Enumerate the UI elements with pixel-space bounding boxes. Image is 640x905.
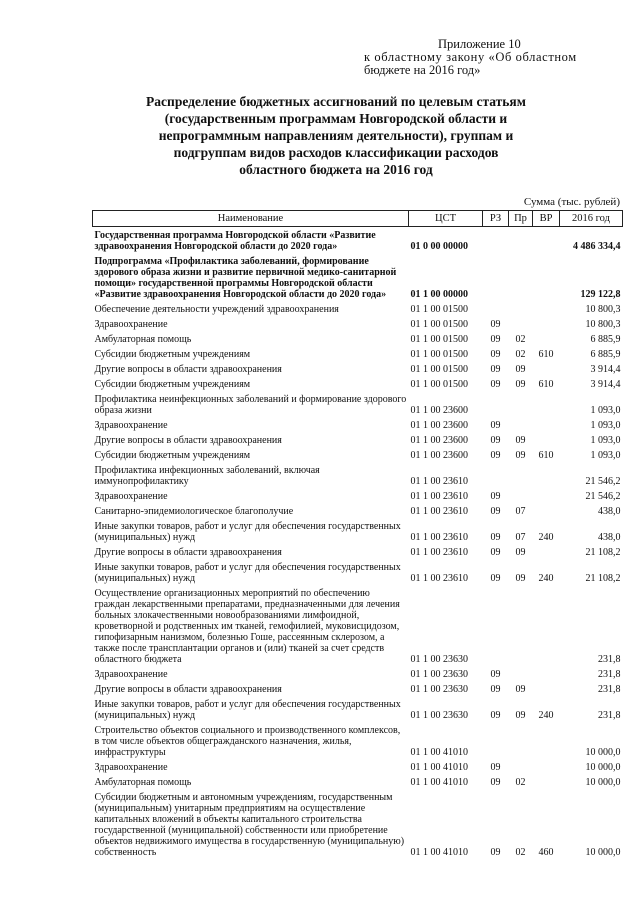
- title-line: Распределение бюджетных ассигнований по целевым статьям: [146, 94, 526, 109]
- row-cst: 01 1 00 23630: [410, 684, 468, 695]
- table-row: [93, 301, 623, 316]
- table-row: [93, 503, 623, 518]
- table-row: [93, 253, 623, 301]
- row-cst: 01 1 00 00000: [410, 289, 468, 300]
- row-pr: 09: [515, 547, 526, 558]
- row-vr: [533, 722, 560, 759]
- row-name: Здравоохранение: [94, 762, 168, 773]
- appendix-law-year: бюджете на 2016 год»: [364, 63, 481, 77]
- row-rz: 09: [490, 364, 501, 375]
- row-rz: 09: [490, 319, 501, 330]
- row-rz: 09: [490, 491, 501, 502]
- row-vr: 240: [538, 532, 554, 543]
- table-row: [93, 585, 623, 666]
- row-pr: [509, 417, 533, 432]
- row-rz: [483, 391, 509, 417]
- table-row: [93, 417, 623, 432]
- row-vr: 610: [538, 450, 554, 461]
- row-pr: [509, 316, 533, 331]
- row-cst: 01 1 00 41010: [410, 777, 468, 788]
- row-amount: 10 800,3: [585, 319, 621, 330]
- row-name: Санитарно-эпидемиологическое благополучие: [94, 506, 294, 517]
- table-row: [93, 462, 623, 488]
- row-rz: 09: [490, 532, 501, 543]
- row-amount: 10 000,0: [585, 747, 621, 758]
- sum-unit-note: Сумма (тыс. рублей): [523, 196, 620, 208]
- row-pr: [509, 666, 533, 681]
- table-row: [93, 559, 623, 585]
- table-row: [93, 759, 623, 774]
- row-vr: [533, 361, 560, 376]
- header-name: Наименование: [93, 211, 409, 227]
- row-vr: [533, 759, 560, 774]
- table-row: [93, 681, 623, 696]
- table-row: [93, 376, 623, 391]
- row-pr: 09: [515, 379, 526, 390]
- row-cst: 01 1 00 23630: [410, 669, 468, 680]
- row-pr: 07: [515, 506, 526, 517]
- row-name: Профилактика неинфекционных заболеваний и формирование здорового образа жизни: [94, 394, 407, 416]
- row-amount: 3 914,4: [590, 379, 621, 390]
- row-cst: 01 1 00 23600: [410, 405, 468, 416]
- row-pr: [509, 585, 533, 666]
- row-amount: 21 108,2: [585, 547, 621, 558]
- row-name: Другие вопросы в области здравоохранения: [94, 435, 282, 446]
- row-cst: 01 1 00 01500: [410, 379, 468, 390]
- table-row: [93, 518, 623, 544]
- row-rz: 09: [490, 684, 501, 695]
- row-pr: 02: [515, 777, 526, 788]
- row-amount: 438,0: [598, 532, 621, 543]
- table-row: [93, 789, 623, 859]
- row-amount: 10 000,0: [585, 762, 621, 773]
- table-body: [93, 227, 623, 860]
- budget-table: [92, 210, 623, 859]
- row-pr: [509, 227, 533, 254]
- row-rz: 09: [490, 334, 501, 345]
- row-rz: [483, 722, 509, 759]
- row-cst: 01 1 00 01500: [410, 319, 468, 330]
- row-amount: 231,8: [598, 710, 621, 721]
- table-header-row: [93, 211, 623, 227]
- row-amount: 6 885,9: [590, 334, 621, 345]
- row-rz: 09: [490, 710, 501, 721]
- row-name: Субсидии бюджетным учреждениям: [94, 349, 251, 360]
- row-name: Иные закупки товаров, работ и услуг для обеспечения государственных (муниципальных) нужд: [94, 699, 401, 721]
- row-vr: 240: [538, 710, 554, 721]
- row-pr: 09: [515, 710, 526, 721]
- row-rz: 09: [490, 379, 501, 390]
- row-vr: 610: [538, 349, 554, 360]
- appendix-number: Приложение 10: [438, 37, 521, 51]
- row-rz: 09: [490, 450, 501, 461]
- header-pr: Пр: [509, 211, 533, 227]
- row-vr: [533, 417, 560, 432]
- row-cst: 01 1 00 41010: [410, 847, 468, 858]
- table-row: [93, 722, 623, 759]
- row-vr: [533, 544, 560, 559]
- table-row: [93, 316, 623, 331]
- appendix-law-reference: к областному закону «Об областном: [364, 50, 577, 64]
- row-name: Субсидии бюджетным и автономным учреждениям, государственным (муниципальным) унитарным предприятиям на осуществление капитальных вложений в объекты капитального строительства государственной (муниципальной) собственности или приобретение объектов недвижимого имущества в государственную (муниципальную) собственность: [94, 792, 405, 858]
- row-amount: 3 914,4: [590, 364, 621, 375]
- row-vr: [533, 666, 560, 681]
- row-amount: 1 093,0: [590, 420, 621, 431]
- row-vr: [533, 503, 560, 518]
- row-amount: 10 000,0: [585, 847, 621, 858]
- row-name: Иные закупки товаров, работ и услуг для обеспечения государственных (муниципальных) нужд: [94, 562, 401, 584]
- title-line: подгруппам видов расходов классификации расходов: [173, 145, 499, 160]
- appendix-header: [364, 38, 626, 77]
- row-pr: 02: [515, 334, 526, 345]
- row-amount: 231,8: [598, 684, 621, 695]
- row-cst: 01 1 00 41010: [410, 747, 468, 758]
- row-cst: 01 1 00 23610: [410, 547, 468, 558]
- table-row: [93, 488, 623, 503]
- row-cst: 01 1 00 23630: [410, 710, 468, 721]
- row-cst: 01 1 00 23600: [410, 450, 468, 461]
- row-cst: 01 1 00 01500: [410, 304, 468, 315]
- row-cst: 01 0 00 00000: [410, 241, 468, 252]
- row-name: Государственная программа Новгородской области «Развитие здравоохранения Новгородской области до 2020 года»: [94, 230, 376, 252]
- table-row: [93, 361, 623, 376]
- row-name: Другие вопросы в области здравоохранения: [94, 547, 282, 558]
- title-line: непрограммным направлениям деятельности), группам и: [158, 128, 514, 143]
- row-amount: 6 885,9: [590, 349, 621, 360]
- row-pr: [509, 462, 533, 488]
- row-name: Иные закупки товаров, работ и услуг для обеспечения государственных (муниципальных) нужд: [94, 521, 401, 543]
- row-cst: 01 1 00 23600: [410, 435, 468, 446]
- row-rz: [483, 253, 509, 301]
- row-pr: 09: [515, 435, 526, 446]
- row-name: Другие вопросы в области здравоохранения: [94, 684, 282, 695]
- row-pr: 07: [515, 532, 526, 543]
- title-line: областного бюджета на 2016 год: [239, 162, 433, 177]
- row-vr: [533, 227, 560, 254]
- row-name: Амбулаторная помощь: [94, 777, 192, 788]
- row-amount: 231,8: [598, 654, 621, 665]
- row-vr: [533, 253, 560, 301]
- row-amount: 438,0: [598, 506, 621, 517]
- row-vr: 240: [538, 573, 554, 584]
- header-rz: РЗ: [483, 211, 509, 227]
- row-pr: 02: [515, 349, 526, 360]
- row-amount: 21 546,2: [585, 491, 621, 502]
- row-vr: [533, 316, 560, 331]
- row-amount: 21 108,2: [585, 573, 621, 584]
- row-rz: [483, 462, 509, 488]
- row-rz: 09: [490, 349, 501, 360]
- row-pr: 02: [515, 847, 526, 858]
- row-amount: 1 093,0: [590, 405, 621, 416]
- row-pr: 09: [515, 573, 526, 584]
- row-rz: 09: [490, 777, 501, 788]
- row-cst: 01 1 00 23610: [410, 573, 468, 584]
- table-row: [93, 227, 623, 254]
- row-pr: [509, 301, 533, 316]
- row-pr: 09: [515, 364, 526, 375]
- row-amount: 129 122,8: [580, 289, 621, 300]
- table-row: [93, 666, 623, 681]
- row-amount: 10 000,0: [585, 777, 621, 788]
- row-rz: 09: [490, 435, 501, 446]
- row-cst: 01 1 00 23610: [410, 491, 468, 502]
- row-cst: 01 1 00 01500: [410, 334, 468, 345]
- row-pr: [509, 253, 533, 301]
- row-name: Субсидии бюджетным учреждениям: [94, 450, 251, 461]
- row-amount: 1 093,0: [590, 435, 621, 446]
- row-vr: [533, 462, 560, 488]
- row-pr: [509, 391, 533, 417]
- row-vr: [533, 432, 560, 447]
- row-rz: 09: [490, 420, 501, 431]
- row-pr: [509, 488, 533, 503]
- title-line: (государственным программам Новгородской области и: [164, 111, 508, 126]
- row-rz: [483, 227, 509, 254]
- row-vr: [533, 301, 560, 316]
- row-vr: [533, 774, 560, 789]
- row-amount: 1 093,0: [590, 450, 621, 461]
- row-cst: 01 1 00 23610: [410, 532, 468, 543]
- table-row: [93, 696, 623, 722]
- row-cst: 01 1 00 23610: [410, 506, 468, 517]
- header-cst: ЦСТ: [409, 211, 483, 227]
- row-rz: 09: [490, 669, 501, 680]
- row-amount: 10 800,3: [585, 304, 621, 315]
- row-vr: [533, 331, 560, 346]
- table-row: [93, 544, 623, 559]
- row-cst: 01 1 00 23610: [410, 476, 468, 487]
- row-name: Другие вопросы в области здравоохранения: [94, 364, 282, 375]
- document-title: [92, 93, 580, 178]
- row-name: Строительство объектов социального и производственного комплексов, в том числе объектов общегражданского назначения, жилья, инфраструктуры: [94, 725, 401, 758]
- row-rz: 09: [490, 847, 501, 858]
- row-rz: 09: [490, 506, 501, 517]
- row-pr: [509, 722, 533, 759]
- header-year: 2016 год: [560, 211, 623, 227]
- row-name: Осуществление организационных мероприятий по обеспечению граждан лекарственными препаратами, предназначенными для лечения больных злокачественными новообразованиями лимфоидной, кроветворной и родственных им тканей, гемофилией, муковисцидозом, гипофизарным нанизмом, болезнью Гоше, рассеянным склерозом, а также после трансплантации органов и (или) тканей за счет средств областного бюджета: [94, 588, 400, 665]
- table-row: [93, 432, 623, 447]
- row-name: Подпрограмма «Профилактика заболеваний, формирование здорового образа жизни и развитие первичной медико-санитарной помощи» государственной программы Новгородской области «Развитие здравоохранения Новгородской области до 2020 года»: [94, 256, 397, 300]
- row-vr: [533, 391, 560, 417]
- row-rz: [483, 585, 509, 666]
- row-vr: 610: [538, 379, 554, 390]
- row-rz: 09: [490, 547, 501, 558]
- row-cst: 01 1 00 01500: [410, 349, 468, 360]
- row-name: Здравоохранение: [94, 420, 168, 431]
- row-amount: 4 486 334,4: [573, 241, 621, 252]
- row-name: Профилактика инфекционных заболеваний, включая иммунопрофилактику: [94, 465, 320, 487]
- table-row: [93, 331, 623, 346]
- row-rz: [483, 301, 509, 316]
- row-name: Здравоохранение: [94, 491, 168, 502]
- row-vr: [533, 488, 560, 503]
- table-row: [93, 391, 623, 417]
- row-pr: 09: [515, 684, 526, 695]
- row-vr: [533, 585, 560, 666]
- table-row: [93, 447, 623, 462]
- row-pr: 09: [515, 450, 526, 461]
- header-vr: ВР: [533, 211, 560, 227]
- row-amount: 231,8: [598, 669, 621, 680]
- row-vr: 460: [538, 847, 554, 858]
- row-name: Обеспечение деятельности учреждений здравоохранения: [94, 304, 339, 315]
- row-name: Здравоохранение: [94, 669, 168, 680]
- table-row: [93, 346, 623, 361]
- row-rz: 09: [490, 762, 501, 773]
- row-pr: [509, 759, 533, 774]
- row-cst: 01 1 00 01500: [410, 364, 468, 375]
- row-name: Субсидии бюджетным учреждениям: [94, 379, 251, 390]
- row-cst: 01 1 00 41010: [410, 762, 468, 773]
- row-rz: 09: [490, 573, 501, 584]
- row-amount: 21 546,2: [585, 476, 621, 487]
- row-vr: [533, 681, 560, 696]
- row-name: Амбулаторная помощь: [94, 334, 192, 345]
- row-name: Здравоохранение: [94, 319, 168, 330]
- row-cst: 01 1 00 23630: [410, 654, 468, 665]
- row-cst: 01 1 00 23600: [410, 420, 468, 431]
- table-row: [93, 774, 623, 789]
